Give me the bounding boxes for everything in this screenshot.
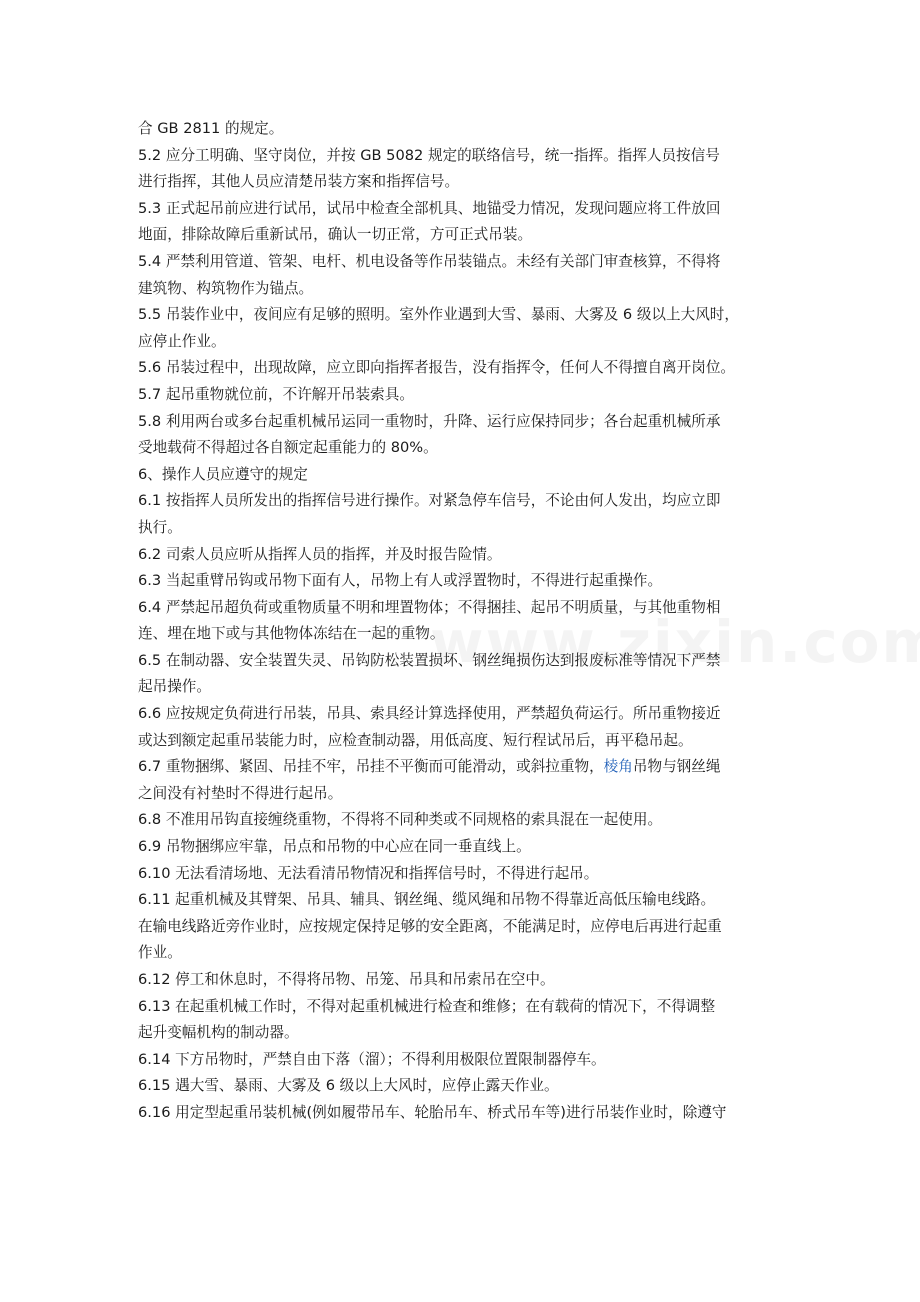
text-line: 5.5 吊装作业中，夜间应有足够的照明。室外作业遇到大雪、暴雨、大雾及 6 级以上大风时，	[138, 306, 739, 324]
text-line: 6.8 不准用吊钩直接缠绕重物，不得将不同种类或不同规格的索具混在一起使用。	[138, 811, 663, 829]
section-heading: 6、操作人员应遵守的规定	[138, 465, 308, 483]
text-line: 执行。	[138, 518, 182, 536]
text-line: 6.10 无法看清场地、无法看清吊物情况和指挥信号时，不得进行起吊。	[138, 864, 599, 882]
text-line: 6.14 下方吊物时，严禁自由下落（溜）；不得利用极限位置限制器停车。	[138, 1050, 606, 1068]
text-line: 建筑物、构筑物作为锚点。	[138, 279, 314, 297]
text-segment: 6.7 重物捆绑、紧固、吊挂不牢，吊挂不平衡而可能滑动，或斜拉重物，	[138, 758, 604, 776]
text-line-with-link	[138, 754, 788, 781]
text-line: 6.6 应按规定负荷进行吊装，吊具、索具经计算选择使用，严禁超负荷运行。所吊重物接近	[138, 705, 721, 723]
text-line: 5.4 严禁利用管道、管架、电杆、机电设备等作吊装锚点。未经有关部门审查核算，不得将	[138, 252, 721, 270]
text-line: 5.3 正式起吊前应进行试吊，试吊中检查全部机具、地锚受力情况，发现问题应将工件放回	[138, 199, 721, 217]
text-line: 6.3 当起重臂吊钩或吊物下面有人，吊物上有人或浮置物时，不得进行起重操作。	[138, 572, 663, 590]
text-line: 在输电线路近旁作业时，应按规定保持足够的安全距离，不能满足时，应停电后再进行起重	[138, 917, 722, 935]
text-line: 合 GB 2811 的规定。	[138, 120, 284, 137]
text-line: 5.7 起吊重物就位前，不许解开吊装索具。	[138, 385, 414, 403]
text-line: 6.13 在起重机械工作时，不得对起重机械进行检查和维修；在有载荷的情况下，不得调整	[138, 997, 716, 1015]
text-line: 5.8 利用两台或多台起重机械吊运同一重物时，升降、运行应保持同步；各台起重机械所承	[138, 412, 721, 430]
text-line: 起吊操作。	[138, 678, 211, 696]
text-segment: 吊物与钢丝绳	[632, 758, 721, 776]
text-line: 5.6 吊装过程中，出现故障，应立即向指挥者报告，没有指挥令，任何人不得擅自离开岗位。	[138, 359, 736, 377]
text-line: 起升变幅机构的制动器。	[138, 1024, 299, 1042]
text-line: 6.12 停工和休息时，不得将吊物、吊笼、吊具和吊索吊在空中。	[138, 971, 555, 988]
text-line: 作业。	[138, 944, 182, 962]
text-line: 6.5 在制动器、安全装置失灵、吊钩防松装置损坏、钢丝绳损伤达到报废标准等情况下严禁	[138, 651, 721, 669]
text-line: 6.2 司索人员应听从指挥人员的指挥，并及时报告险情。	[138, 545, 502, 563]
text-line: 连、埋在地下或与其他物体冻结在一起的重物。	[138, 625, 445, 643]
text-line: 受地载荷不得超过各自额定起重能力的 80%。	[138, 439, 438, 457]
text-line: 6.4 严禁起吊超负荷或重物质量不明和埋置物体；不得捆挂、起吊不明质量，与其他重物相	[138, 598, 721, 616]
text-line: 6.15 遇大雪、暴雨、大雾及 6 级以上大风时，应停止露天作业。	[138, 1077, 559, 1095]
text-line: 6.1 按指挥人员所发出的指挥信号进行操作。对紧急停车信号，不论由何人发出，均应立即	[138, 492, 721, 510]
text-line: 6.11 起重机械及其臂架、吊具、辅具、钢丝绳、缆风绳和吊物不得靠近高低压输电线路。	[138, 891, 716, 909]
text-line: 之间没有衬垫时不得进行起吊。	[138, 784, 343, 802]
text-line: 或达到额定起重吊装能力时，应检查制动器，用低高度、短行程试吊后，再平稳吊起。	[138, 731, 693, 749]
text-line: 6.9 吊物捆绑应牢靠，吊点和吊物的中心应在同一垂直线上。	[138, 838, 531, 856]
text-line: 5.2 应分工明确、坚守岗位，并按 GB 5082 规定的联络信号，统一指挥。指挥人员按信号	[138, 146, 720, 164]
text-line: 6.16 用定型起重吊装机械(例如履带吊车、轮胎吊车、桥式吊车等)进行吊装作业时，除遵守	[138, 1103, 727, 1121]
keyword-link[interactable]: 棱角	[603, 758, 633, 776]
text-line: 地面，排除故障后重新试吊，确认一切正常，方可正式吊装。	[138, 226, 533, 244]
text-line: 进行指挥，其他人员应清楚吊装方案和指挥信号。	[138, 173, 460, 191]
document-body	[138, 116, 788, 1127]
text-line: 应停止作业。	[138, 332, 226, 350]
